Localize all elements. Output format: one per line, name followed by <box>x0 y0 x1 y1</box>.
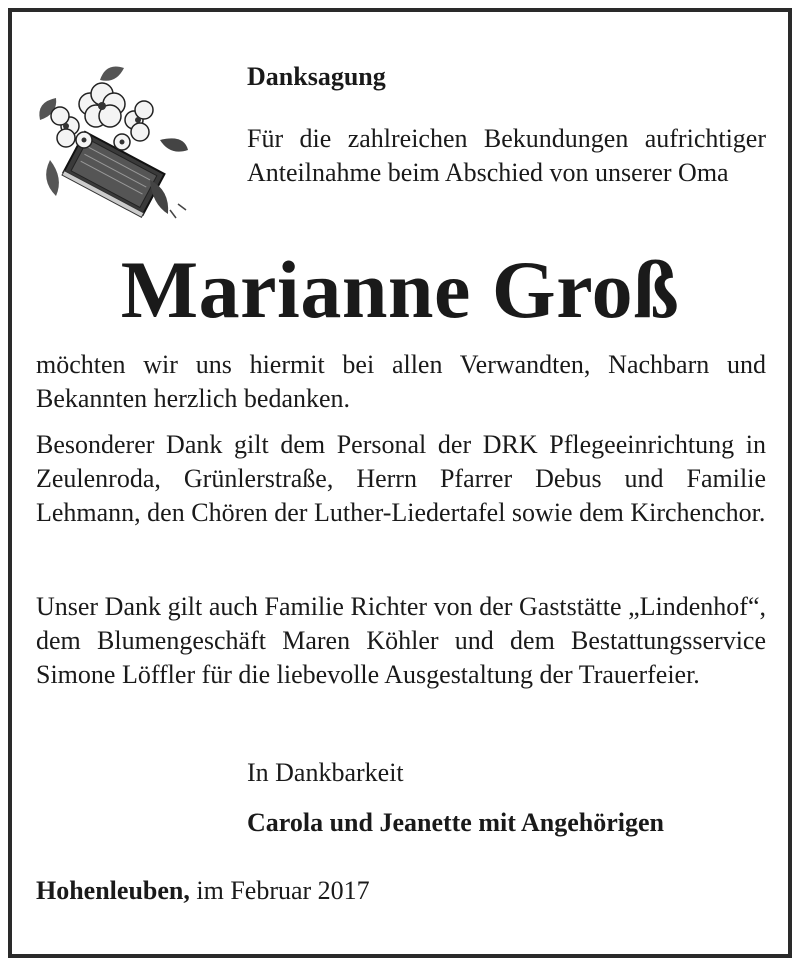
signers: Carola und Jeanette mit Angehörigen <box>247 808 664 837</box>
place-name: Hohenleuben, <box>36 876 190 905</box>
paragraph-further-thanks: Unser Dank gilt auch Familie Richter von der Gaststätte „Lindenhof“, dem Blumengeschäft Maren Köhler und dem Bestattungsservice Simone Löffler für die liebevolle Ausgestaltung der Trauerfeier. <box>36 592 766 689</box>
place-date-line <box>36 876 370 906</box>
paragraph-special-thanks: Besonderer Dank gilt dem Personal der DRK Pflegeeinrichtung in Zeulenroda, Grünlerstraße, Herrn Pfarrer Debus und Familie Lehmann, den Chören der Luther-Liedertafel sowie dem Kirchenchor. <box>36 430 766 527</box>
closing-phrase: In Dankbarkeit <box>247 758 404 787</box>
intro-text: Für die zahlreichen Bekundungen aufrichtiger Anteilnahme beim Abschied von unserer Oma <box>247 124 766 187</box>
flower-bouquet-icon <box>30 60 190 220</box>
deceased-name: Marianne Groß <box>120 244 680 335</box>
date-text: im Februar 2017 <box>196 876 370 905</box>
paragraph-thanks: möchten wir uns hiermit bei allen Verwandten, Nachbarn und Bekannten herzlich bedanken. <box>36 350 766 413</box>
notice-heading: Danksagung <box>247 62 386 91</box>
